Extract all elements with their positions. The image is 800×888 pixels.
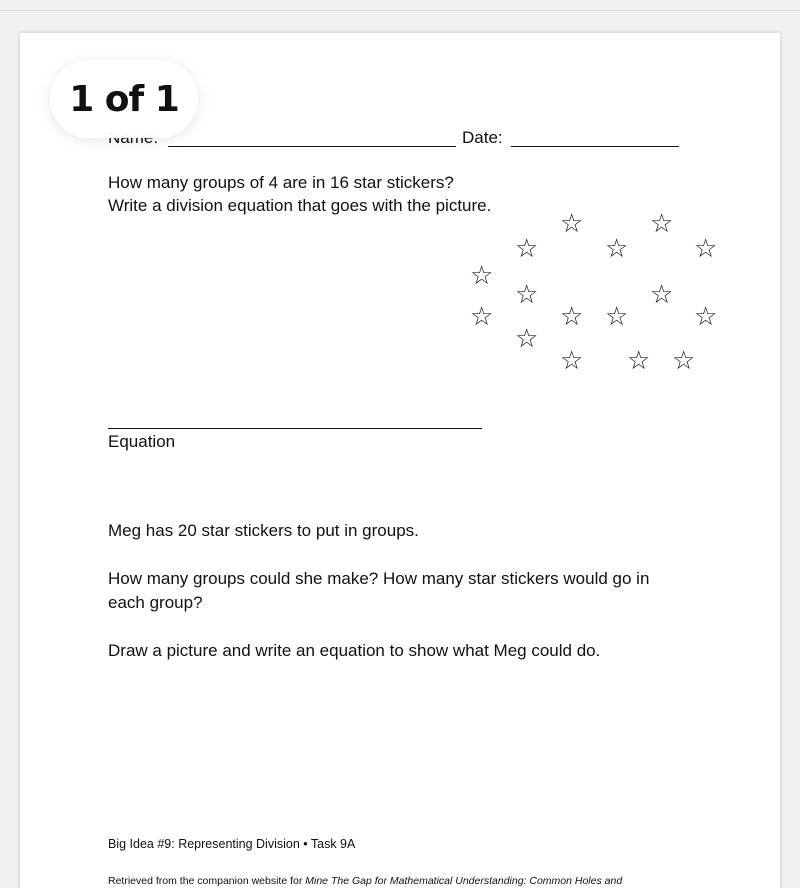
star-outline-icon: ☆ (560, 302, 584, 332)
star-outline-icon: ☆ (672, 346, 696, 376)
footer-source-prefix: Retrieved from the companion website for (108, 875, 306, 887)
name-date-row (108, 128, 708, 154)
star-outline-icon: ☆ (694, 234, 718, 264)
star-outline-icon: ☆ (470, 302, 494, 332)
footer-source-title: Mine The Gap for Mathematical Understanding: Common Holes and (305, 875, 623, 887)
toolbar-divider (0, 10, 800, 11)
star-stickers-picture (20, 33, 780, 888)
star-outline-icon: ☆ (515, 324, 539, 354)
star-outline-icon: ☆ (605, 234, 629, 264)
page-counter-text: 1 of 1 (69, 78, 179, 120)
worksheet-page[interactable] (20, 33, 780, 888)
star-outline-icon: ☆ (515, 234, 539, 264)
date-label: Date: (462, 128, 503, 147)
question-2-instruction: Draw a picture and write an equation to show what Meg could do. (108, 641, 601, 660)
star-outline-icon: ☆ (627, 346, 651, 376)
star-outline-icon: ☆ (605, 302, 629, 332)
star-outline-icon: ☆ (470, 261, 494, 291)
star-outline-icon: ☆ (560, 209, 584, 239)
star-outline-icon: ☆ (560, 346, 584, 376)
equation-label: Equation (108, 432, 176, 451)
equation-write-line (108, 428, 482, 429)
star-outline-icon: ☆ (650, 280, 674, 310)
name-write-line (168, 146, 456, 147)
question-2-line-1: How many groups could she make? How many star stickers would go in (108, 569, 650, 588)
star-outline-icon: ☆ (694, 302, 718, 332)
question-1-line-1: How many groups of 4 are in 16 star stickers? (108, 173, 454, 192)
date-write-line (511, 146, 679, 147)
star-outline-icon: ☆ (650, 209, 674, 239)
question-2-intro: Meg has 20 star stickers to put in groups. (108, 521, 419, 540)
page-counter-badge (50, 60, 198, 138)
question-1-line-2: Write a division equation that goes with the picture. (108, 196, 492, 215)
footer-task-label: Big Idea #9: Representing Division • Task 9A (108, 837, 356, 851)
star-outline-icon: ☆ (515, 280, 539, 310)
footer-source (108, 875, 622, 887)
question-2-line-2: each group? (108, 593, 203, 612)
